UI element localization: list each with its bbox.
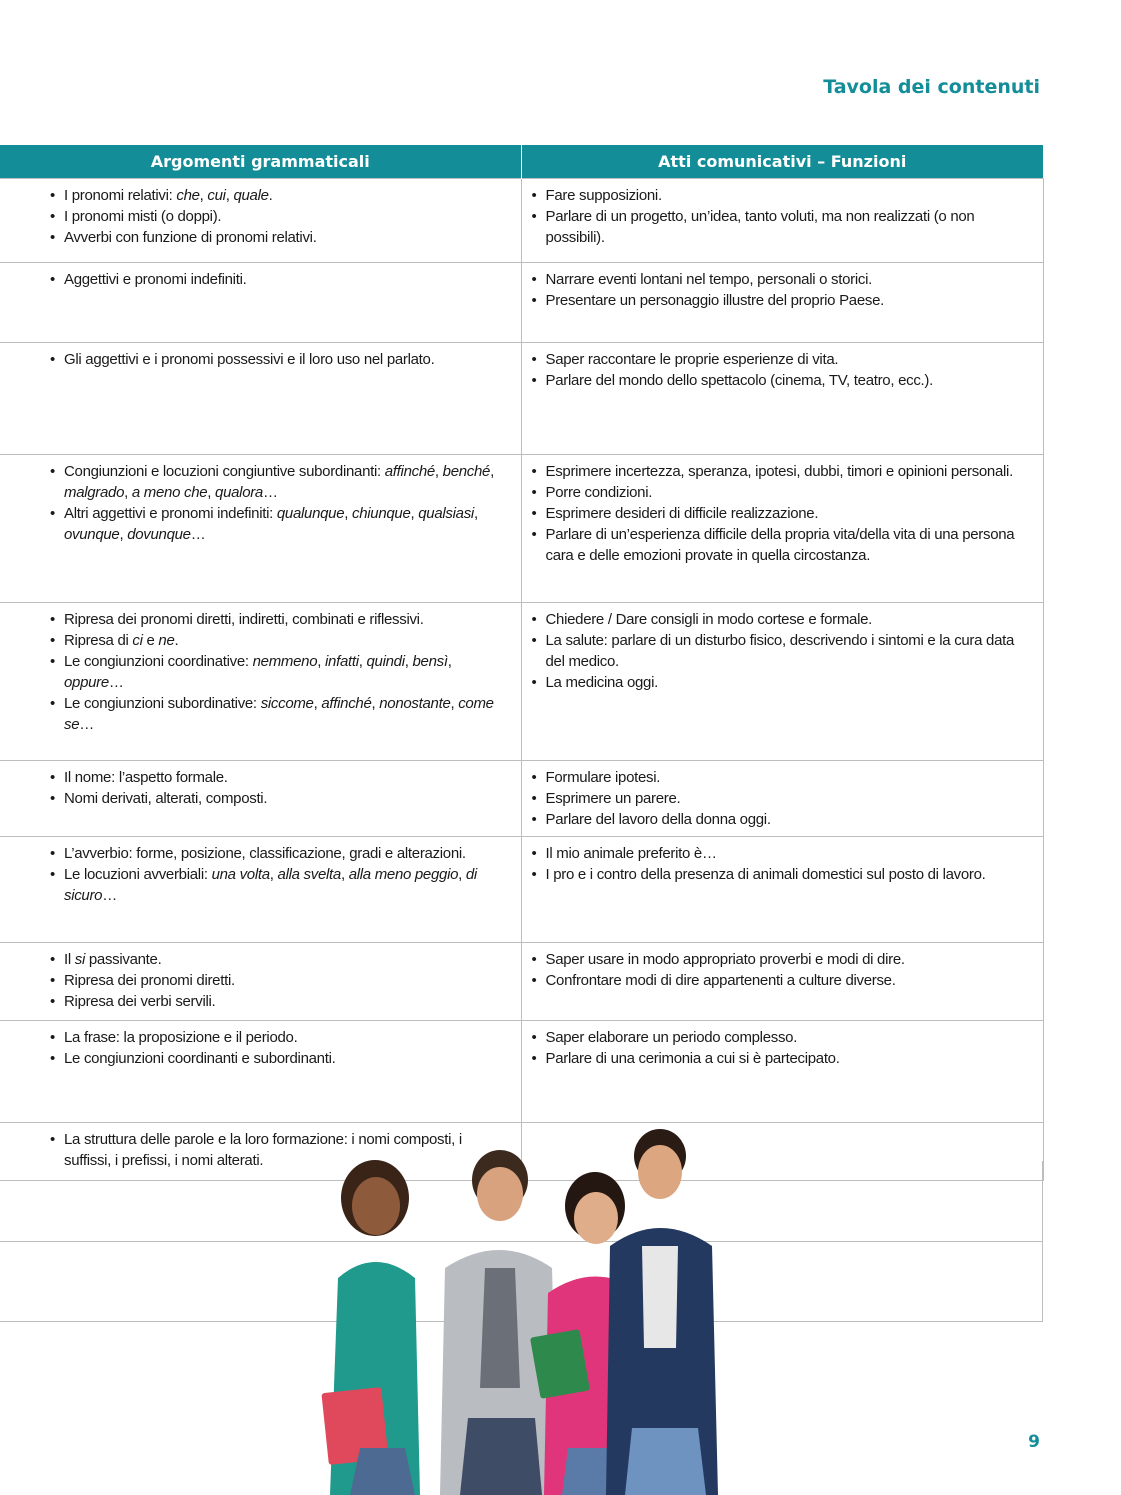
- list-item: • Formulare ipotesi.: [530, 767, 1033, 788]
- students-photo: [320, 1128, 760, 1495]
- list-item: • Gli aggettivi e i pronomi possessivi e il loro uso nel parlato.: [48, 349, 511, 370]
- bullet-list: [530, 269, 1033, 311]
- bullet-list: [530, 949, 1033, 991]
- functions-cell: [521, 761, 1043, 837]
- bullet-list: [56, 949, 511, 1012]
- list-item: • Il si passivante.: [48, 949, 511, 970]
- grammar-cell: [0, 343, 521, 455]
- list-item: • L’avverbio: forme, posizione, classificazione, gradi e alterazioni.: [48, 843, 511, 864]
- list-item: • Congiunzioni e locuzioni congiuntive subordinanti: affinché, benché, malgrado, a meno che, qualora…: [48, 461, 511, 503]
- grammar-cell: [0, 761, 521, 837]
- grammar-cell: [0, 837, 521, 943]
- table-row: [0, 343, 1043, 455]
- list-item: • Ripresa dei pronomi diretti, indiretti, combinati e riflessivi.: [48, 609, 511, 630]
- list-item: • Ripresa dei pronomi diretti.: [48, 970, 511, 991]
- list-item: • Altri aggettivi e pronomi indefiniti: qualunque, chiunque, qualsiasi, ovunque, dovunque…: [48, 503, 511, 545]
- table-row: [0, 1021, 1043, 1123]
- table-row: [0, 455, 1043, 603]
- grammar-cell: [0, 455, 521, 603]
- bullet-list: [56, 843, 511, 906]
- column-header-functions: Atti comunicativi – Funzioni: [521, 145, 1043, 179]
- bullet-list: [530, 767, 1033, 830]
- list-item: • Esprimere un parere.: [530, 788, 1033, 809]
- list-item: • I pronomi relativi: che, cui, quale.: [48, 185, 511, 206]
- list-item: • Saper usare in modo appropriato proverbi e modi di dire.: [530, 949, 1033, 970]
- bullet-list: [530, 1027, 1033, 1069]
- list-item: • Il nome: l’aspetto formale.: [48, 767, 511, 788]
- bullet-list: [530, 349, 1033, 391]
- functions-cell: [521, 603, 1043, 761]
- table-body: [0, 179, 1043, 1181]
- bullet-list: [530, 609, 1033, 693]
- table-row: [0, 943, 1043, 1021]
- bullet-list: [56, 185, 511, 248]
- grammar-cell: [0, 263, 521, 343]
- functions-cell: [521, 1021, 1043, 1123]
- list-item: • Le congiunzioni coordinative: nemmeno, infatti, quindi, bensì, oppure…: [48, 651, 511, 693]
- table-row: [0, 263, 1043, 343]
- list-item: • Esprimere incertezza, speranza, ipotesi, dubbi, timori e opinioni personali.: [530, 461, 1033, 482]
- bullet-list: [530, 461, 1033, 566]
- list-item: • Le congiunzioni subordinative: siccome, affinché, nonostante, come se…: [48, 693, 511, 735]
- list-item: • Esprimere desideri di difficile realizzazione.: [530, 503, 1033, 524]
- bullet-list: [56, 767, 511, 809]
- grammar-cell: [0, 1021, 521, 1123]
- list-item: • Nomi derivati, alterati, composti.: [48, 788, 511, 809]
- list-item: • Presentare un personaggio illustre del proprio Paese.: [530, 290, 1033, 311]
- table-row: [0, 761, 1043, 837]
- list-item: • Ripresa di ci e ne.: [48, 630, 511, 651]
- list-item: • Parlare di un progetto, un’idea, tanto voluti, ma non realizzati (o non possibili).: [530, 206, 1033, 248]
- functions-cell: [521, 837, 1043, 943]
- list-item: • Parlare di un’esperienza difficile della propria vita/della vita di una persona cara e delle emozioni provate in quella circostanza.: [530, 524, 1033, 566]
- list-item: • I pro e i contro della presenza di animali domestici sul posto di lavoro.: [530, 864, 1033, 885]
- table-row: [0, 179, 1043, 263]
- list-item: • Parlare del lavoro della donna oggi.: [530, 809, 1033, 830]
- bullet-list: [530, 185, 1033, 248]
- functions-cell: [521, 343, 1043, 455]
- contents-table: [0, 145, 1044, 1181]
- grammar-cell: [0, 179, 521, 263]
- column-header-grammar: Argomenti grammaticali: [0, 145, 521, 179]
- list-item: • La struttura delle parole e la loro formazione: i nomi composti, i suffissi, i prefissi, i nomi alterati.: [48, 1129, 511, 1171]
- list-item: • Le locuzioni avverbiali: una volta, alla svelta, alla meno peggio, di sicuro…: [48, 864, 511, 906]
- list-item: • La medicina oggi.: [530, 672, 1033, 693]
- list-item: • Parlare di una cerimonia a cui si è partecipato.: [530, 1048, 1033, 1069]
- list-item: • Aggettivi e pronomi indefiniti.: [48, 269, 511, 290]
- functions-cell: [521, 455, 1043, 603]
- list-item: • La salute: parlare di un disturbo fisico, descrivendo i sintomi e la cura data del medico.: [530, 630, 1033, 672]
- list-item: • Parlare del mondo dello spettacolo (cinema, TV, teatro, ecc.).: [530, 370, 1033, 391]
- bullet-list: [56, 609, 511, 735]
- table-header-row: [0, 145, 1043, 179]
- student-figure: [321, 1160, 420, 1495]
- list-item: • Fare supposizioni.: [530, 185, 1033, 206]
- bullet-list: [56, 1027, 511, 1069]
- table-row: [0, 837, 1043, 943]
- list-item: • La frase: la proposizione e il periodo.: [48, 1027, 511, 1048]
- functions-cell: [521, 179, 1043, 263]
- list-item: • Saper raccontare le proprie esperienze di vita.: [530, 349, 1033, 370]
- bullet-list: [56, 269, 511, 290]
- student-figure: [440, 1150, 558, 1495]
- grammar-cell: [0, 603, 521, 761]
- list-item: • Saper elaborare un periodo complesso.: [530, 1027, 1033, 1048]
- table-row: [0, 603, 1043, 761]
- bullet-list: [56, 349, 511, 370]
- functions-cell: [521, 943, 1043, 1021]
- list-item: • Confrontare modi di dire appartenenti a culture diverse.: [530, 970, 1033, 991]
- list-item: • I pronomi misti (o doppi).: [48, 206, 511, 227]
- bullet-list: [530, 843, 1033, 885]
- page-number: 9: [1028, 1432, 1040, 1452]
- list-item: • Le congiunzioni coordinanti e subordinanti.: [48, 1048, 511, 1069]
- list-item: • Il mio animale preferito è…: [530, 843, 1033, 864]
- list-item: • Avverbi con funzione di pronomi relativi.: [48, 227, 511, 248]
- list-item: • Porre condizioni.: [530, 482, 1033, 503]
- page-title: Tavola dei contenuti: [823, 76, 1040, 98]
- bullet-list: [56, 461, 511, 545]
- list-item: • Ripresa dei verbi servili.: [48, 991, 511, 1012]
- functions-cell: [521, 263, 1043, 343]
- grammar-cell: [0, 943, 521, 1021]
- list-item: • Narrare eventi lontani nel tempo, personali o storici.: [530, 269, 1033, 290]
- list-item: • Chiedere / Dare consigli in modo cortese e formale.: [530, 609, 1033, 630]
- student-figure: [606, 1129, 718, 1495]
